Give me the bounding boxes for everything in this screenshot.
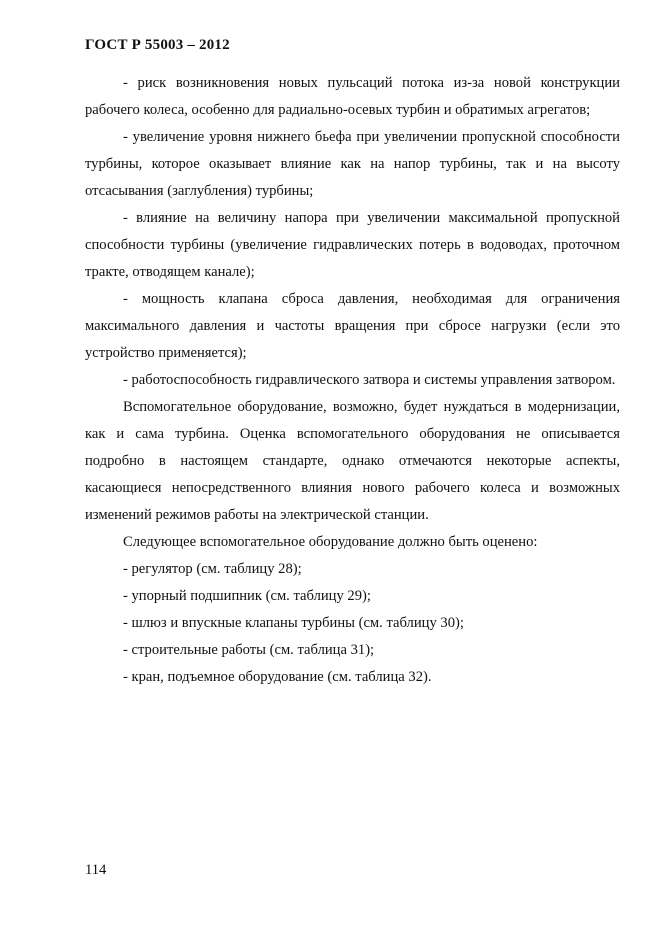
document-header: ГОСТ Р 55003 – 2012 — [85, 37, 230, 53]
paragraph-tailwater-level: - увеличение уровня нижнего бьефа при увеличении пропускной способности турбины, которое оказывает влияние как на напор турбины, так и на высоту отсасывания (заглубления) турбины; — [85, 129, 620, 199]
paragraph-evaluation-intro: Следующее вспомогательное оборудование должно быть оценено: — [123, 534, 538, 550]
document-body — [85, 70, 620, 691]
paragraph-gate-operability: - работоспособность гидравлического затвора и системы управления затвором. — [123, 372, 616, 388]
list-item-civil-works: - строительные работы (см. таблица 31); — [123, 642, 375, 658]
paragraph-relief-valve: - мощность клапана сброса давления, необходимая для ограничения максимального давления и частоты вращения при сбросе нагрузки (если это устройство применяется); — [85, 291, 620, 361]
list-item-gates-valves: - шлюз и впускные клапаны турбины (см. таблицу 30); — [123, 615, 464, 631]
list-item-crane: - кран, подъемное оборудование (см. таблица 32). — [123, 669, 432, 685]
list-item-governor: - регулятор (см. таблицу 28); — [123, 561, 302, 577]
paragraph-auxiliary-equipment: Вспомогательное оборудование, возможно, будет нуждаться в модернизации, как и сама турбина. Оценка вспомогательного оборудования не описывается подробно в настоящем стандарте, однако отмечаются некоторые аспекты, касающиеся непосредственного влияния нового рабочего колеса и возможных изменений режимов работы на электрической станции. — [85, 399, 620, 523]
paragraph-head-influence: - влияние на величину напора при увеличении максимальной пропускной способности турбины (увеличение гидравлических потерь в водоводах, проточном тракте, отводящем канале); — [85, 210, 620, 280]
paragraph-risk-pulsations: - риск возникновения новых пульсаций потока из-за новой конструкции рабочего колеса, особенно для радиально-осевых турбин и обратимых агрегатов; — [85, 75, 620, 118]
page-number: 114 — [85, 862, 107, 878]
list-item-thrust-bearing: - упорный подшипник (см. таблицу 29); — [123, 588, 371, 604]
